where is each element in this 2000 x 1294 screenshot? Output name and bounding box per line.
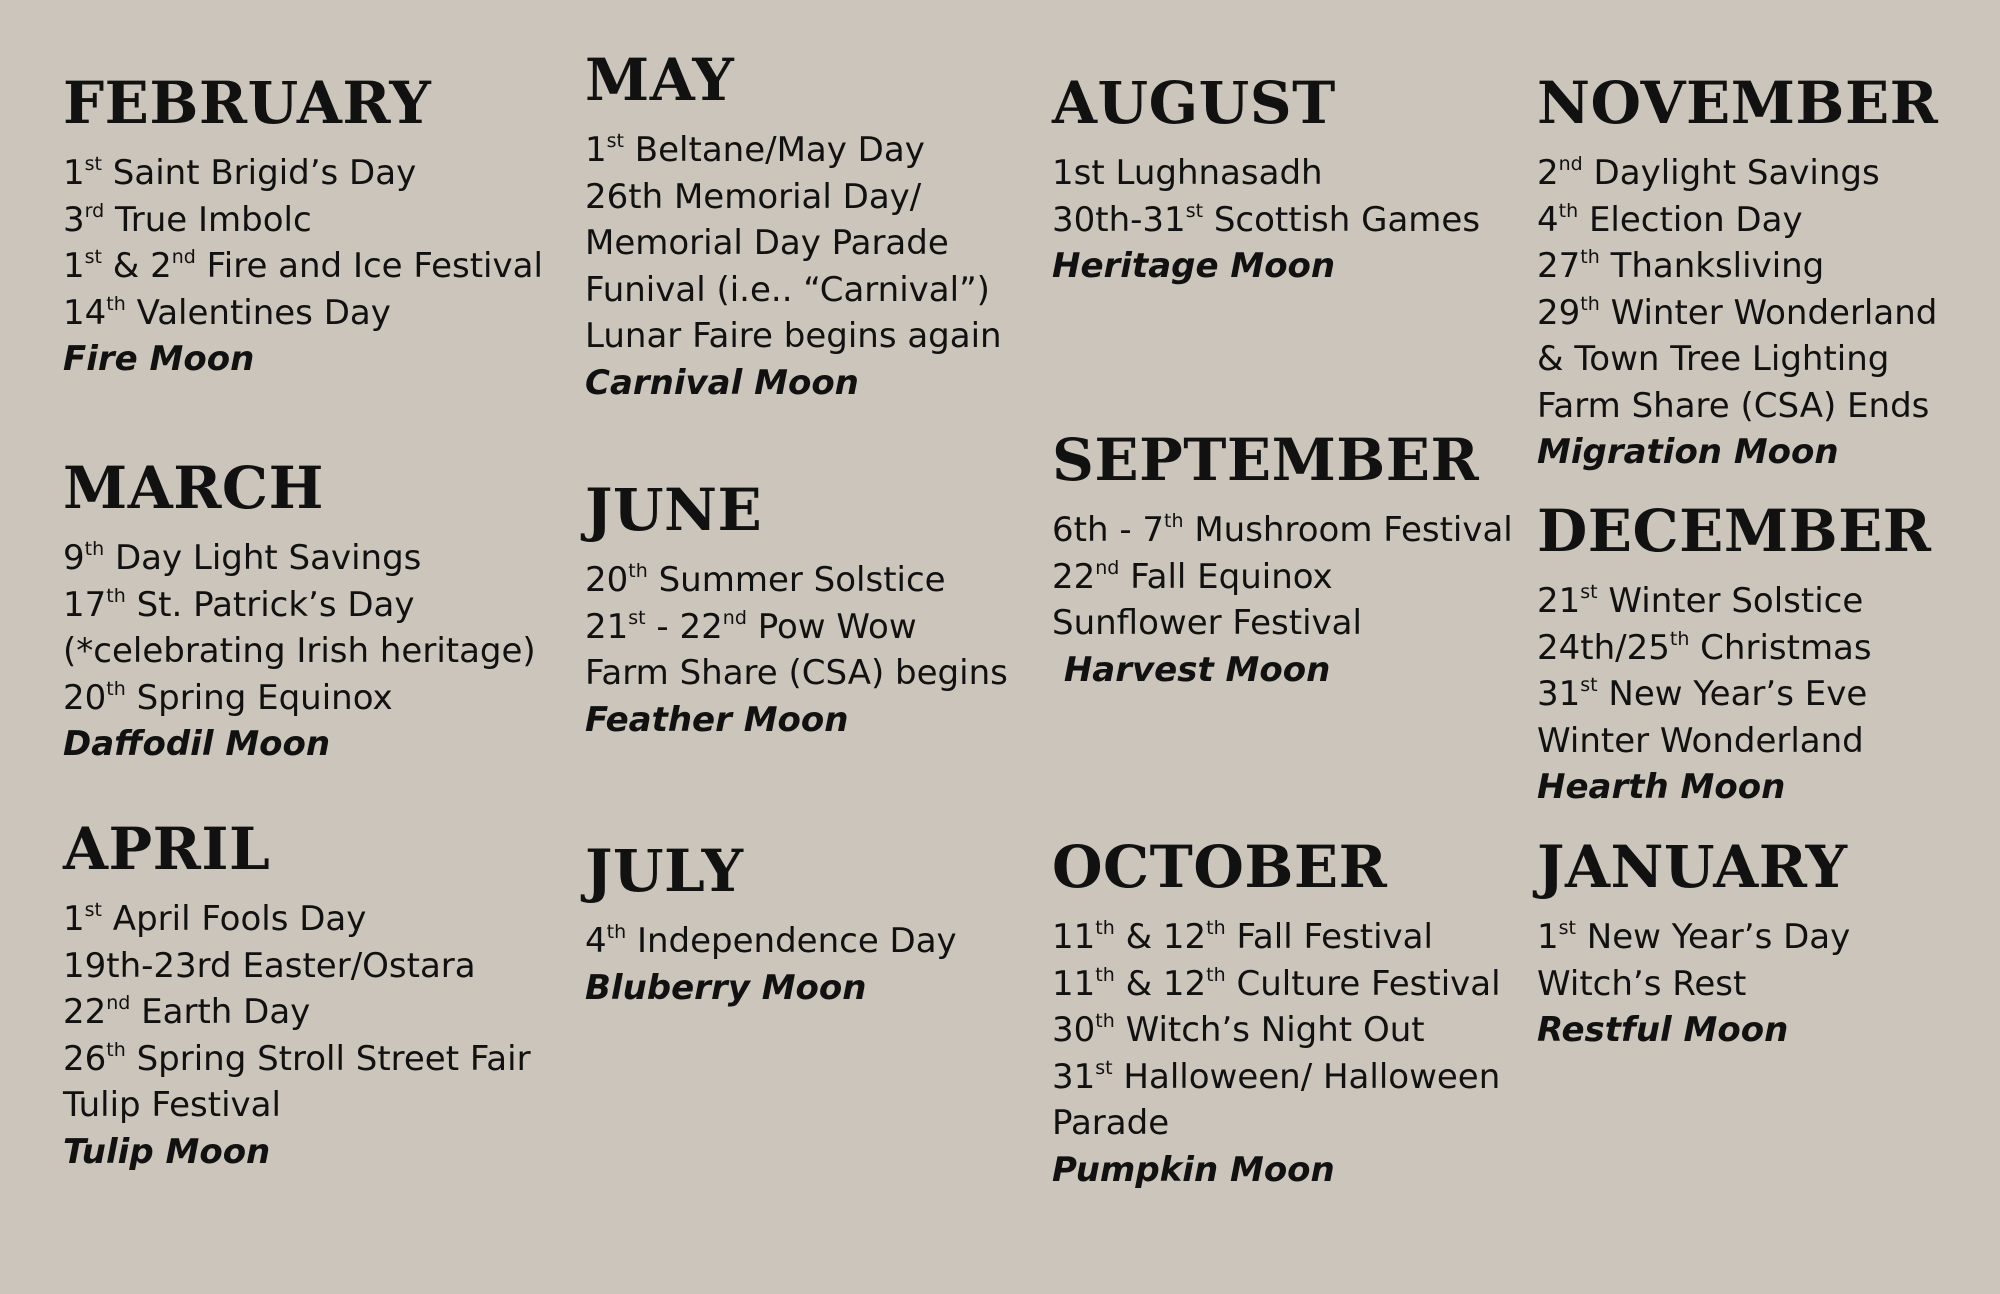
event-text: Winter Wonderland	[1599, 292, 1938, 333]
ordinal-suffix: nd	[106, 992, 131, 1014]
event-date: 20	[585, 560, 629, 600]
month-april	[63, 816, 531, 1175]
event-text: True Imbolc	[104, 199, 312, 240]
ordinal-suffix: th	[1558, 199, 1579, 222]
event-line	[1052, 961, 1501, 1008]
event-text: Thanksliving	[1599, 246, 1825, 286]
event-line	[1537, 336, 1938, 383]
event-text: & 12	[1114, 917, 1207, 957]
event-line	[585, 267, 1002, 314]
event-text: Pow Wow	[746, 606, 917, 647]
event-text: Beltane/May Day	[624, 130, 925, 170]
event-text: Independence Day	[626, 921, 957, 961]
ordinal-suffix: nd	[171, 246, 196, 268]
event-line	[63, 582, 536, 629]
event-date: 21	[585, 606, 629, 647]
event-date: 1	[1537, 917, 1559, 957]
month-heading: NOVEMBER	[1537, 69, 1939, 137]
month-january	[1537, 834, 1850, 1054]
event-line	[1052, 600, 1513, 647]
ordinal-suffix: rd	[84, 199, 105, 222]
event-text: Parade	[1052, 1103, 1170, 1143]
ordinal-suffix: st	[1185, 199, 1204, 222]
ordinal-suffix: st	[84, 899, 102, 921]
moon-name: Migration Moon	[1537, 432, 1839, 472]
event-line	[63, 243, 543, 290]
event-line	[1052, 1100, 1501, 1147]
event-date: 20	[63, 677, 107, 718]
ordinal-suffix: th	[1580, 292, 1600, 315]
event-date: 31	[1052, 1056, 1096, 1097]
event-text: 19th-23rd Easter/Ostara	[63, 945, 476, 986]
event-line	[1537, 671, 1932, 718]
event-text: April Fools Day	[102, 899, 367, 939]
event-text: Valentines Day	[125, 292, 391, 333]
event-line	[63, 675, 536, 722]
event-line	[1537, 197, 1938, 244]
moon-name: Feather Moon	[585, 699, 849, 740]
event-date: 1	[63, 899, 85, 939]
ordinal-suffix: th	[606, 921, 627, 943]
month-heading: MAY	[585, 46, 735, 114]
event-text: Funival (i.e.. “Carnival”)	[585, 269, 990, 310]
event-date: 4	[585, 921, 607, 961]
event-line	[63, 290, 543, 337]
moon-name: Hearth Moon	[1537, 767, 1786, 807]
event-text: Culture Festival	[1225, 963, 1501, 1004]
event-text: Summer Solstice	[647, 560, 946, 600]
month-june	[585, 477, 1008, 743]
month-heading: JANUARY	[1537, 833, 1848, 901]
ordinal-suffix: th	[1095, 917, 1115, 939]
event-line	[1052, 554, 1513, 601]
event-text: & Town Tree Lighting	[1537, 339, 1890, 379]
event-line	[63, 150, 543, 197]
event-text: Witch’s Night Out	[1114, 1010, 1425, 1050]
event-date: 3	[63, 199, 85, 240]
event-date: 22	[1052, 556, 1096, 597]
event-line	[1537, 150, 1938, 197]
event-line	[1537, 625, 1932, 672]
event-line	[1537, 914, 1850, 961]
month-october	[1052, 834, 1501, 1193]
event-line	[585, 220, 1002, 267]
month-heading: JUNE	[585, 476, 763, 544]
event-text: Day Light Savings	[104, 538, 422, 578]
event-line	[63, 943, 531, 990]
ordinal-suffix: th	[1095, 1010, 1115, 1032]
month-august	[1052, 70, 1480, 290]
ordinal-suffix: th	[1206, 917, 1226, 939]
month-december	[1537, 498, 1932, 811]
event-date: 21	[1537, 581, 1581, 621]
month-february	[63, 70, 543, 383]
ordinal-suffix: th	[628, 560, 648, 582]
month-heading: JULY	[585, 837, 744, 905]
ordinal-suffix: th	[1669, 627, 1690, 650]
ordinal-suffix: th	[106, 584, 126, 607]
event-text: (*celebrating Irish heritage)	[63, 631, 536, 671]
month-may	[585, 47, 1002, 406]
event-line	[1052, 150, 1480, 197]
event-date: 26	[63, 1038, 107, 1079]
event-text: Memorial Day Parade	[585, 223, 949, 263]
month-heading: FEBRUARY	[63, 69, 432, 137]
ordinal-suffix: th	[84, 538, 105, 560]
ordinal-suffix: nd	[1558, 153, 1583, 175]
event-line	[1052, 1054, 1501, 1101]
event-line	[63, 628, 536, 675]
event-date: 1	[585, 130, 607, 170]
ordinal-suffix: th	[106, 677, 126, 700]
ordinal-suffix: st	[84, 153, 102, 175]
event-text: Earth Day	[130, 992, 311, 1032]
ordinal-suffix: th	[106, 292, 126, 315]
event-text: Farm Share (CSA) Ends	[1537, 385, 1930, 426]
event-date: 1	[63, 153, 85, 193]
event-text: Witch’s Rest	[1537, 963, 1747, 1004]
ordinal-suffix: th	[1206, 963, 1226, 986]
event-line	[1537, 290, 1938, 337]
month-heading: SEPTEMBER	[1052, 426, 1480, 494]
moon-name: Fire Moon	[63, 339, 255, 379]
event-line	[63, 197, 543, 244]
event-date: 30th-31	[1052, 199, 1186, 240]
event-date: 11	[1052, 963, 1096, 1004]
event-line	[585, 557, 1008, 604]
event-date: 9	[63, 538, 85, 578]
event-text: Winter Solstice	[1597, 581, 1864, 621]
event-date: 1	[63, 246, 85, 286]
event-date: 14	[63, 292, 107, 333]
event-line	[1537, 718, 1932, 765]
event-text: Farm Share (CSA) begins	[585, 653, 1008, 693]
event-date: 6th - 7	[1052, 510, 1165, 550]
event-line	[585, 313, 1002, 360]
event-line	[63, 1036, 531, 1083]
event-text: Tulip Festival	[63, 1085, 281, 1125]
event-line	[1537, 383, 1938, 430]
moon-name: Daffodil Moon	[63, 724, 331, 764]
moon-name: Heritage Moon	[1052, 246, 1336, 286]
event-text: Halloween/ Halloween	[1112, 1056, 1501, 1097]
moon-name: Pumpkin Moon	[1052, 1149, 1335, 1190]
event-date: 30	[1052, 1010, 1096, 1050]
month-heading: DECEMBER	[1537, 497, 1932, 565]
event-text: Saint Brigid’s Day	[102, 153, 417, 193]
event-text: New Year’s Eve	[1597, 674, 1868, 714]
event-date: 11	[1052, 917, 1096, 957]
moon-name: Tulip Moon	[63, 1131, 271, 1172]
moon-name: Bluberry Moon	[585, 967, 867, 1008]
ordinal-suffix: st	[1095, 1056, 1113, 1079]
event-text: & 2	[102, 246, 172, 286]
ordinal-suffix: th	[1164, 510, 1184, 532]
event-line	[1537, 243, 1938, 290]
ordinal-suffix: th	[106, 1038, 126, 1061]
event-line	[585, 650, 1008, 697]
event-line	[1052, 1007, 1501, 1054]
event-text: Daylight Savings	[1582, 153, 1880, 193]
month-heading: AUGUST	[1052, 69, 1336, 137]
ordinal-suffix: nd	[1095, 556, 1120, 579]
event-line	[63, 535, 536, 582]
event-text: 1st Lughnasadh	[1052, 153, 1323, 193]
event-line	[585, 918, 957, 965]
month-heading: APRIL	[63, 815, 271, 883]
month-september	[1052, 427, 1513, 693]
event-line	[63, 989, 531, 1036]
event-text: Mushroom Festival	[1183, 510, 1513, 550]
event-text: & 12	[1114, 963, 1207, 1004]
event-date: 31	[1537, 674, 1581, 714]
event-date: 24th/25	[1537, 627, 1670, 668]
event-text: Fall Festival	[1225, 917, 1433, 957]
ordinal-suffix: st	[84, 246, 102, 268]
month-july	[585, 838, 957, 1011]
event-line	[63, 1082, 531, 1129]
event-text: Lunar Faire begins again	[585, 316, 1002, 356]
event-line	[1537, 578, 1932, 625]
moon-name: Restful Moon	[1537, 1010, 1789, 1050]
ordinal-suffix: nd	[722, 606, 747, 629]
event-date: 4	[1537, 199, 1559, 240]
moon-name: Harvest Moon	[1052, 649, 1331, 690]
ordinal-suffix: st	[628, 606, 646, 629]
event-line	[585, 127, 1002, 174]
event-text: 26th Memorial Day/	[585, 176, 922, 217]
event-line	[1052, 507, 1513, 554]
event-line	[1052, 914, 1501, 961]
event-line	[1537, 961, 1850, 1008]
event-text: Fall Equinox	[1119, 556, 1333, 597]
month-march	[63, 455, 536, 768]
moon-name: Carnival Moon	[585, 362, 859, 403]
month-november	[1537, 70, 1938, 476]
ordinal-suffix: th	[1580, 246, 1600, 268]
ordinal-suffix: th	[1095, 963, 1115, 986]
event-text: Spring Equinox	[125, 677, 393, 718]
event-text: Election Day	[1578, 199, 1803, 240]
event-date: 29	[1537, 292, 1581, 333]
event-text: Christmas	[1689, 627, 1872, 668]
ordinal-suffix: st	[1580, 674, 1598, 696]
month-heading: OCTOBER	[1052, 833, 1388, 901]
event-line	[585, 174, 1002, 221]
event-line	[585, 604, 1008, 651]
event-date: 27	[1537, 246, 1581, 286]
ordinal-suffix: st	[1558, 917, 1576, 939]
event-date: 22	[63, 992, 107, 1032]
event-line	[1052, 197, 1480, 244]
ordinal-suffix: st	[1580, 581, 1598, 603]
event-text: Fire and Ice Festival	[195, 246, 543, 286]
event-text: Sunflower Festival	[1052, 603, 1362, 643]
event-text: Spring Stroll Street Fair	[125, 1038, 531, 1079]
event-text: Scottish Games	[1203, 199, 1481, 240]
event-text: - 22	[645, 606, 723, 647]
event-date: 2	[1537, 153, 1559, 193]
ordinal-suffix: st	[606, 130, 624, 152]
event-line	[63, 896, 531, 943]
event-text: New Year’s Day	[1576, 917, 1851, 957]
event-text: Winter Wonderland	[1537, 720, 1864, 761]
event-text: St. Patrick’s Day	[125, 584, 415, 625]
event-date: 17	[63, 584, 107, 625]
month-heading: MARCH	[63, 454, 324, 522]
